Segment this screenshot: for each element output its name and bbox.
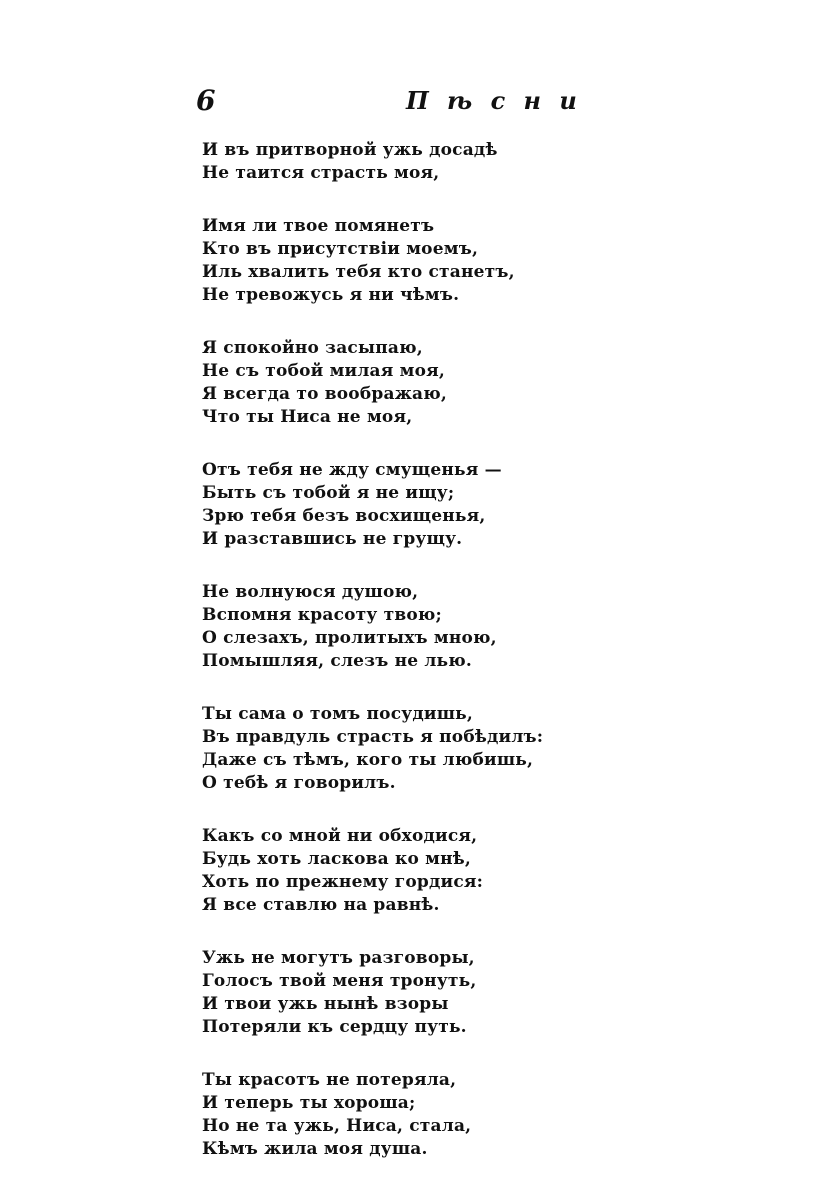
- poem-line: Ужь не могутъ разговоры,: [202, 948, 475, 968]
- poem-line: Въ правдуль страсть я побѣдилъ:: [202, 727, 544, 747]
- poem-line: Быть съ тобой я не ищу;: [202, 483, 455, 503]
- poem-line: Не съ тобой милая моя,: [202, 361, 446, 381]
- poem-line: И теперь ты хороша;: [202, 1093, 416, 1113]
- poem-line: О тебѣ я говорилъ.: [202, 773, 396, 793]
- poem-line: Хоть по прежнему гордися:: [202, 872, 484, 892]
- poem-line: Что ты Ниса не моя,: [202, 407, 413, 427]
- poem-text: [202, 139, 622, 1191]
- poem-line: Не волнуюся душою,: [202, 582, 419, 602]
- poem-line: Зрю тебя безъ восхищенья,: [202, 506, 486, 526]
- poem-line: И твои ужь нынѣ взоры: [202, 994, 449, 1014]
- poem-line: Но не та ужь, Ниса, стала,: [202, 1116, 472, 1136]
- running-title: П ѣ с н и: [406, 86, 582, 115]
- poem-line: Кѣмъ жила моя душа.: [202, 1139, 428, 1159]
- poem-line: Отъ тебя не жду смущенья —: [202, 460, 502, 480]
- stanza: [202, 947, 622, 1039]
- poem-line: О слезахъ, пролитыхъ мною,: [202, 628, 497, 648]
- stanza: [202, 581, 622, 673]
- poem-line: Помышляя, слезъ не лью.: [202, 651, 473, 671]
- poem-line: Не таится страсть моя,: [202, 163, 440, 183]
- poem-line: Я всегда то воображаю,: [202, 384, 448, 404]
- poem-line: Имя ли твое помянетъ: [202, 216, 435, 236]
- poem-line: Даже съ тѣмъ, кого ты любишь,: [202, 750, 534, 770]
- poem-line: Ты красотъ не потеряла,: [202, 1070, 457, 1090]
- stanza: [202, 337, 622, 429]
- poem-line: И въ притворной ужь досадѣ: [202, 140, 498, 160]
- poem-line: Будь хоть ласкова ко мнѣ,: [202, 849, 471, 869]
- poem-line: Какъ со мной ни обходися,: [202, 826, 478, 846]
- stanza: [202, 703, 622, 795]
- page-header: [196, 84, 582, 124]
- page-number: 6: [196, 84, 216, 117]
- stanza: [202, 139, 622, 185]
- stanza: [202, 1069, 622, 1161]
- poem-line: Не тревожусь я ни чѣмъ.: [202, 285, 460, 305]
- poem-line: Я все ставлю на равнѣ.: [202, 895, 440, 915]
- poem-line: И разставшись не грущу.: [202, 529, 463, 549]
- stanza: [202, 215, 622, 307]
- poem-line: Ты сама о томъ посудишь,: [202, 704, 474, 724]
- poem-line: Иль хвалить тебя кто станетъ,: [202, 262, 515, 282]
- poem-line: Я спокойно засыпаю,: [202, 338, 423, 358]
- poem-line: Вспомня красоту твою;: [202, 605, 442, 625]
- poem-line: Кто въ присутствіи моемъ,: [202, 239, 479, 259]
- poem-line: Голосъ твой меня тронуть,: [202, 971, 477, 991]
- stanza: [202, 825, 622, 917]
- stanza: [202, 459, 622, 551]
- poem-line: Потеряли къ сердцу путь.: [202, 1017, 467, 1037]
